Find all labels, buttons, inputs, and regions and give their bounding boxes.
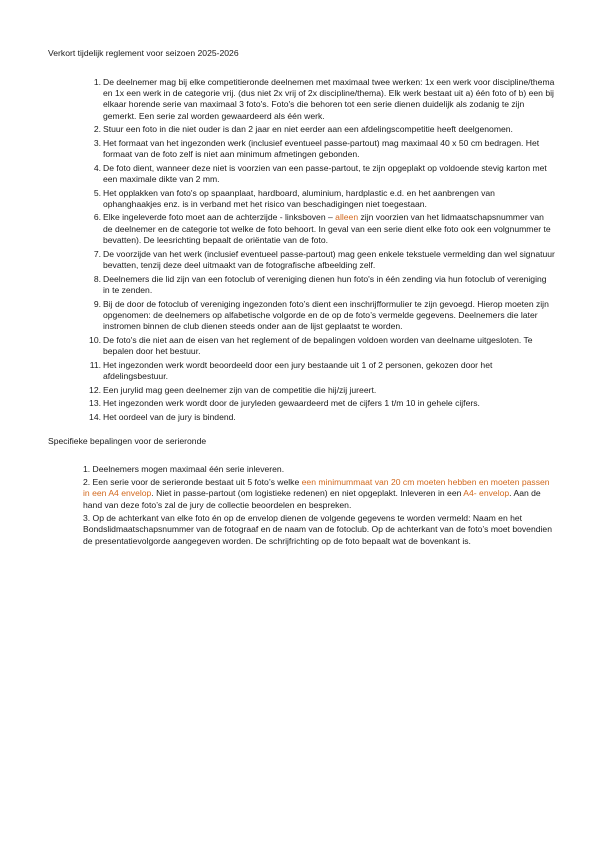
rule-item-5 (93, 187, 555, 211)
rule-text: De foto dient, wanneer deze niet is voorzien van een passe-partout, te zijn opgeplakt op voldoende stevig karton met een maximale dikte van 2 mm. (103, 162, 547, 185)
rule-text: Het ingezonden werk wordt beoordeeld door een jury bestaande uit 1 of 2 personen, gekozen door het afdelingsbestuur. (103, 359, 493, 382)
rule-number: 4. (93, 162, 101, 173)
rule-number: 13. (89, 398, 101, 409)
serie-paragraph-1: 1. Deelnemers mogen maximaal één serie inleveren. (83, 463, 285, 474)
rule-text: De foto's die niet aan de eisen van het reglement of de bepalingen voldoen worden van deelname uitgesloten. Te bepalen door het bestuur. (103, 334, 533, 357)
rule-number: 5. (93, 187, 101, 198)
rule-item-7 (93, 248, 555, 272)
rules-list (48, 77, 555, 424)
rule-number: 8. (93, 273, 101, 284)
rule-item-8 (93, 273, 555, 297)
rule-text: Het formaat van het ingezonden werk (inclusief eventueel passe-partout) mag maximaal 40 x 50 cm bedragen. Het formaat van de foto zelf is niet aan minimum afmetingen gebonden. (103, 137, 540, 160)
section-heading: Specifieke bepalingen voor de serieronde (48, 436, 207, 447)
serie-paragraph-2 (83, 477, 555, 511)
rule-number: 7. (93, 248, 101, 259)
document-title: Verkort tijdelijk reglement voor seizoen 2025-2026 (48, 48, 239, 58)
rule-item-2 (93, 124, 555, 135)
rule-number: 12. (89, 384, 101, 395)
rule-highlight: alleen (335, 212, 359, 223)
serie-highlight: een minimummaat van 20 cm moeten hebben en moeten passen in een A4 envelop (83, 476, 550, 499)
rule-item-9 (93, 298, 555, 333)
rule-text: Stuur een foto in die niet ouder is dan 2 jaar en niet eerder aan een afdelingscompetitie heeft deelgenomen. (103, 124, 513, 135)
rule-number: 11. (89, 359, 101, 370)
rule-number: 6. (93, 212, 101, 223)
rule-item-6 (93, 212, 555, 246)
rule-number: 9. (93, 298, 101, 309)
serie-paragraph-3: 3. Op de achterkant van elke foto én op de envelop dienen de volgende gegevens te worden vermeld: Naam en het Bondslidmaatschapsnummer van de fotograaf en de naam van de fotoclub. Op de achterkant van de foto’s moet bovendien de presentatievolgorde aangegeven worden. De schrijfrichting op de foto bepaalt wat de bovenkant is. (83, 512, 552, 546)
rule-number: 1. (93, 76, 101, 87)
rule-item-12 (89, 384, 555, 396)
rule-text-pre: Elke ingeleverde foto moet aan de achterzijde - linksboven – (103, 212, 336, 223)
rule-number: 3. (93, 137, 101, 148)
rule-text: De deelnemer mag bij elke competitieronde deelnemen met maximaal twee werken: 1x een werk voor discipline/thema en 1x een werk in de categorie vrij. (dus niet 2x vrij of 2x discipline/thema). Elk werk bestaat uit a) één foto of b) een bij elkaar horende serie van maximaal 3 foto's. Foto's die behoren tot een serie dienen duidelijk als zodanig te zijn gemerkt. Een serie zal worden gewaardeerd als één werk. (103, 76, 555, 121)
rule-item-3 (93, 137, 555, 161)
serie-text-post: . Aan de hand van deze foto’s zal de jury de collectie beoordelen en bespreken. (83, 488, 541, 510)
rule-item-11 (89, 359, 555, 383)
rule-text: Een jurylid mag geen deelnemer zijn van de competitie die hij/zij jureert. (103, 384, 377, 395)
rule-text: Deelnemers die lid zijn van een fotoclub of vereniging dienen hun foto's in één zending via hun fotoclub of vereniging in te zenden. (103, 273, 547, 296)
rule-item-4 (93, 162, 555, 186)
rule-text: Het oordeel van de jury is bindend. (103, 411, 236, 422)
rule-number: 14. (89, 411, 101, 422)
rule-item-10 (89, 334, 555, 358)
rule-text: Bij de door de fotoclub of vereniging ingezonden foto’s dient een inschrijfformulier te zijn gevoegd. Hierop moeten zijn opgenomen: de deelnemers op alfabetische volgorde en de op de foto’s vermelde gegevens. Deelnemers die later instromen binnen de club dienen steeds onder aan de lijst geplaatst te worden. (103, 298, 549, 332)
serie-section (48, 464, 555, 547)
rule-item-14 (89, 411, 555, 423)
rule-text-post: zijn voorzien van het lidmaatschapsnummer van de deelnemer en de categorie tot welke de foto behoort. In geval van een serie dient elke foto ook een volgnummer te bevatten). De leesrichting bepaalt de oriëntatie van de foto. (103, 212, 551, 246)
serie-text-pre: 2. Een serie voor de serieronde bestaat uit 5 foto’s welke (83, 476, 302, 487)
rule-item-13 (89, 398, 555, 409)
rule-text: Het opplakken van foto's op spaanplaat, hardboard, aluminium, hardplastic e.d. en het aanbrengen van ophanghaakjes enz. is in verband met het risico van beschadigingen niet toegestaan. (103, 187, 495, 209)
rule-number: 2. (93, 124, 101, 135)
serie-text-mid: . Niet in passe-partout (om logistieke redenen) en niet opgeplakt. Inleveren in een (151, 488, 464, 499)
rule-number: 10. (89, 334, 101, 345)
rule-text: De voorzijde van het werk (inclusief eventueel passe-partout) mag geen enkele tekstuele vermelding dan wel signatuur bevatten, tenzij deze deel uitmaakt van de fotografische afbeelding zelf. (103, 248, 555, 271)
rule-text: Het ingezonden werk wordt door de juryleden gewaardeerd met de cijfers 1 t/m 10 in gehele cijfers. (103, 398, 480, 409)
serie-highlight-envelop: A4- envelop (463, 488, 510, 499)
rule-item-1 (93, 76, 555, 123)
